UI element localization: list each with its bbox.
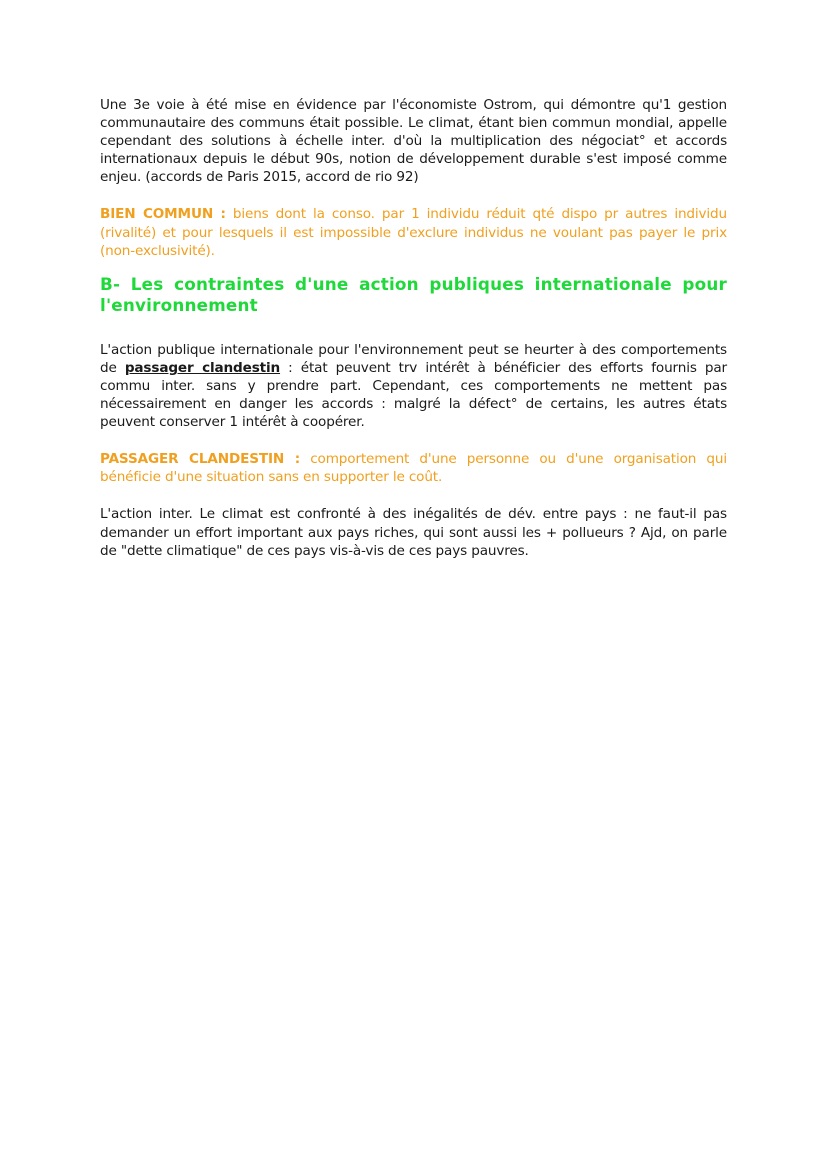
- paragraph-text-after: : état peuvent trv intérêt à bénéficier des efforts fournis par commu inter. sans y prendre part. Cependant, ces comportements ne mettent pas nécessairement en danger les accords : malgré la défect° de certains, les autres états peuvent conserver 1 intérêt à coopérer.: [100, 359, 727, 431]
- definition-text: comportement d'une personne ou d'une organisation qui bénéficie d'une situation sans en supporter le coût.: [100, 451, 727, 486]
- definition-term: PASSAGER CLANDESTIN :: [100, 451, 301, 468]
- definition-passager-clandestin: [100, 450, 727, 486]
- section-heading-b: B- Les contraintes d'une action publiques internationale pour l'environnement: [100, 273, 727, 315]
- keyword-passager-clandestin: passager clandestin: [124, 359, 281, 376]
- definition-term: BIEN COMMUN :: [100, 206, 226, 223]
- paragraph-dette-climatique: L'action inter. Le climat est confronté à des inégalités de dév. entre pays : ne faut-il pas demander un effort important aux pays riches, qui sont aussi les + pollueurs ? Ajd, on parle de "dette climatique" de ces pays vis-à-vis de ces pays pauvres.: [100, 506, 727, 559]
- paragraph-ostrom: Une 3e voie à été mise en évidence par l'économiste Ostrom, qui démontre qu'1 gestion communautaire des communs était possible. Le climat, étant bien commun mondial, appelle cependant des solutions à échelle inter. d'où la multiplication des négociat° et accords internationaux depuis le début 90s, notion de développement durable s'est imposé comme enjeu. (accords de Paris 2015, accord de rio 92): [100, 97, 727, 186]
- paragraph-text-before: L'action publique internationale pour l'environnement peut se heurter à des comportements de: [100, 341, 727, 376]
- definition-text: biens dont la conso. par 1 individu réduit qté dispo pr autres individu (rivalité) et pour lesquels il est impossible d'exclure individus ne voulant pas payer le prix (non-exclusivité).: [100, 206, 727, 259]
- paragraph-action-publique: [100, 341, 727, 431]
- definition-bien-commun: [100, 205, 727, 259]
- document-page: [100, 96, 727, 560]
